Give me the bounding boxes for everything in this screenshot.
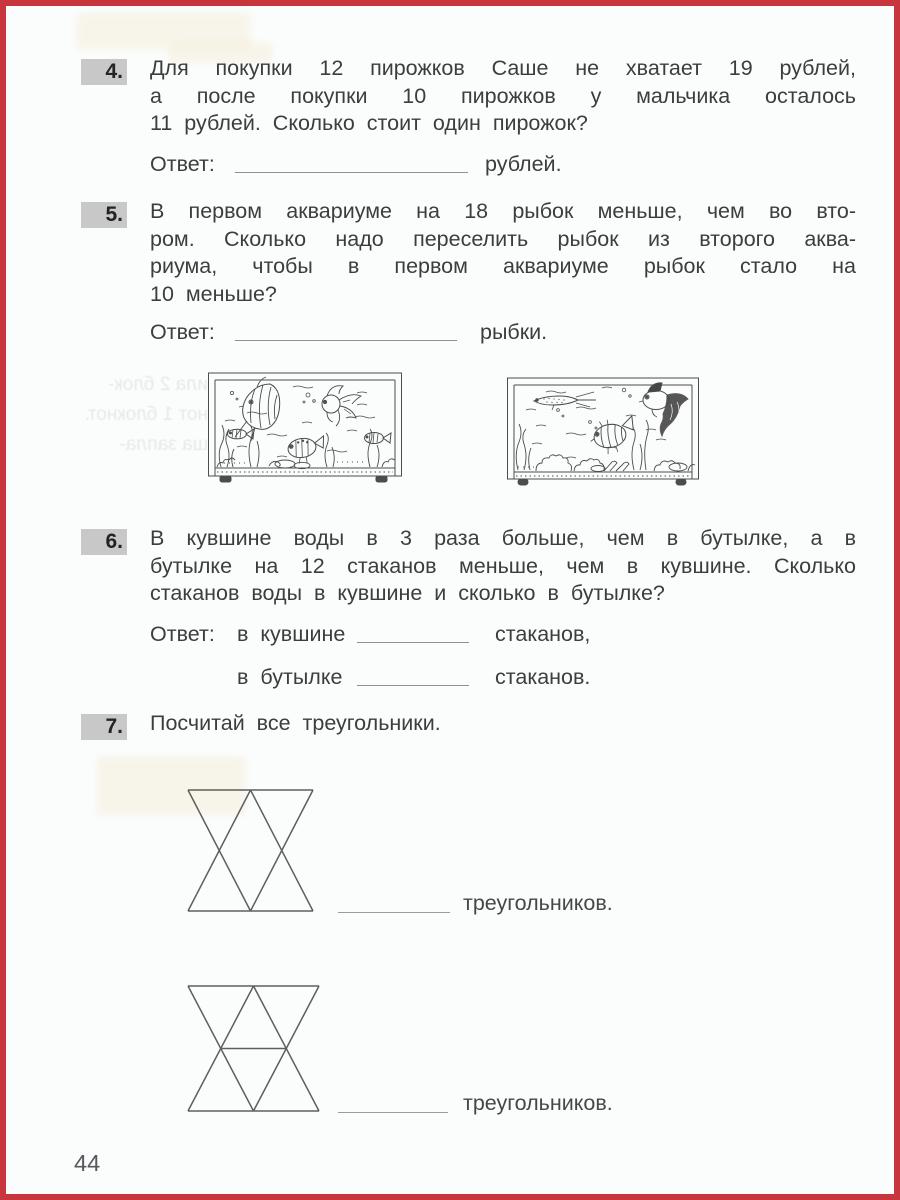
problem-6-answer-row-2 bbox=[150, 664, 856, 691]
aquarium-foot bbox=[376, 476, 387, 482]
fish-icon bbox=[587, 415, 637, 456]
problem-5-answer-row bbox=[150, 319, 856, 346]
aquarium-2-illustration bbox=[506, 374, 700, 498]
fish-icon bbox=[235, 377, 280, 441]
answer-label: Ответ: bbox=[150, 320, 215, 344]
problem-text-line: стаканов воды в кувшине и сколько в бутылке? bbox=[150, 581, 665, 606]
stone-icon bbox=[269, 460, 310, 469]
answer-label: Ответ: bbox=[150, 622, 215, 646]
aquarium-frame bbox=[209, 373, 402, 476]
problem-text-line: В первом аквариуме на 18 рыбок меньше, чем во вто- bbox=[150, 199, 856, 223]
answer-suffix: рыбки. bbox=[480, 320, 548, 344]
triangle-figure-2 bbox=[187, 985, 320, 1112]
bleed-through-text: ила 2 блок- нот 1 блокнот. ша запла- bbox=[84, 374, 208, 455]
problem-text-line: а после покупки 10 пирожков у мальчика осталось bbox=[150, 83, 856, 108]
problem-text-line: 11 рублей. Сколько стоит один пирожок? bbox=[150, 111, 588, 136]
answer-suffix: стаканов. bbox=[495, 665, 591, 689]
problem-7-text bbox=[150, 710, 856, 738]
fish-icon bbox=[534, 392, 596, 410]
fish-icon bbox=[287, 435, 327, 465]
fish-icon bbox=[639, 383, 688, 436]
problem-6-number-box: 6. bbox=[81, 529, 127, 555]
answer-blank[interactable] bbox=[235, 319, 457, 341]
answer-blank[interactable] bbox=[357, 621, 469, 643]
aquarium-1-illustration bbox=[207, 371, 403, 493]
problem-text-line: Посчитай все треугольники. bbox=[150, 711, 441, 735]
answer-suffix: стаканов, bbox=[495, 622, 591, 646]
problem-text-line: Для покупки 12 пирожков Саше не хватает 19 рублей, bbox=[150, 56, 856, 80]
problem-text-line: ром. Сколько надо переселить рыбок из второго аква- bbox=[150, 226, 856, 251]
aquarium-frame bbox=[508, 378, 699, 479]
problem-5-number-box: 5. bbox=[81, 202, 127, 228]
stone-icon bbox=[591, 461, 687, 471]
fish-icon bbox=[228, 429, 255, 439]
problem-4-number-box: 4. bbox=[81, 59, 127, 85]
problem-text-line: бутылке на 12 стаканов меньше, чем в кувшине. Сколько bbox=[150, 553, 856, 578]
problem-text-line: 10 меньше? bbox=[150, 281, 277, 306]
problem-text-line: риума, чтобы в первом аквариуме рыбок стало на bbox=[150, 254, 856, 279]
answer-sublabel: в кувшине bbox=[237, 622, 346, 646]
answer-blank[interactable] bbox=[357, 664, 469, 686]
triangle-figure-1 bbox=[187, 789, 314, 912]
answer-blank[interactable] bbox=[338, 1094, 448, 1113]
problem-6-answer-row-1 bbox=[150, 621, 856, 648]
problem-4-text bbox=[150, 55, 856, 138]
answer-blank[interactable] bbox=[235, 151, 468, 173]
page-number: 44 bbox=[74, 1150, 101, 1176]
problem-6-text bbox=[150, 525, 856, 608]
aquarium-foot bbox=[220, 476, 231, 482]
figure-2-caption: треугольников. bbox=[463, 1091, 613, 1115]
problem-5-text bbox=[150, 198, 856, 308]
gravel bbox=[217, 462, 393, 472]
answer-sublabel: в бутылке bbox=[237, 665, 343, 689]
answer-blank[interactable] bbox=[338, 894, 450, 913]
fish-icon bbox=[365, 433, 392, 444]
answer-suffix: рублей. bbox=[485, 152, 562, 176]
answer-label: Ответ: bbox=[150, 152, 215, 176]
plant-icon bbox=[516, 420, 695, 471]
fish-icon bbox=[322, 386, 361, 426]
problem-7-number-box: 7. bbox=[81, 714, 127, 740]
bubble-icon bbox=[230, 391, 315, 403]
problem-text-line: В кувшине воды в 3 раза больше, чем в бутылке, а в bbox=[150, 526, 856, 550]
aquarium-foot bbox=[518, 479, 528, 485]
figure-1-caption: треугольников. bbox=[463, 891, 613, 915]
aquarium-foot bbox=[676, 479, 686, 485]
problem-4-answer-row bbox=[150, 151, 856, 178]
